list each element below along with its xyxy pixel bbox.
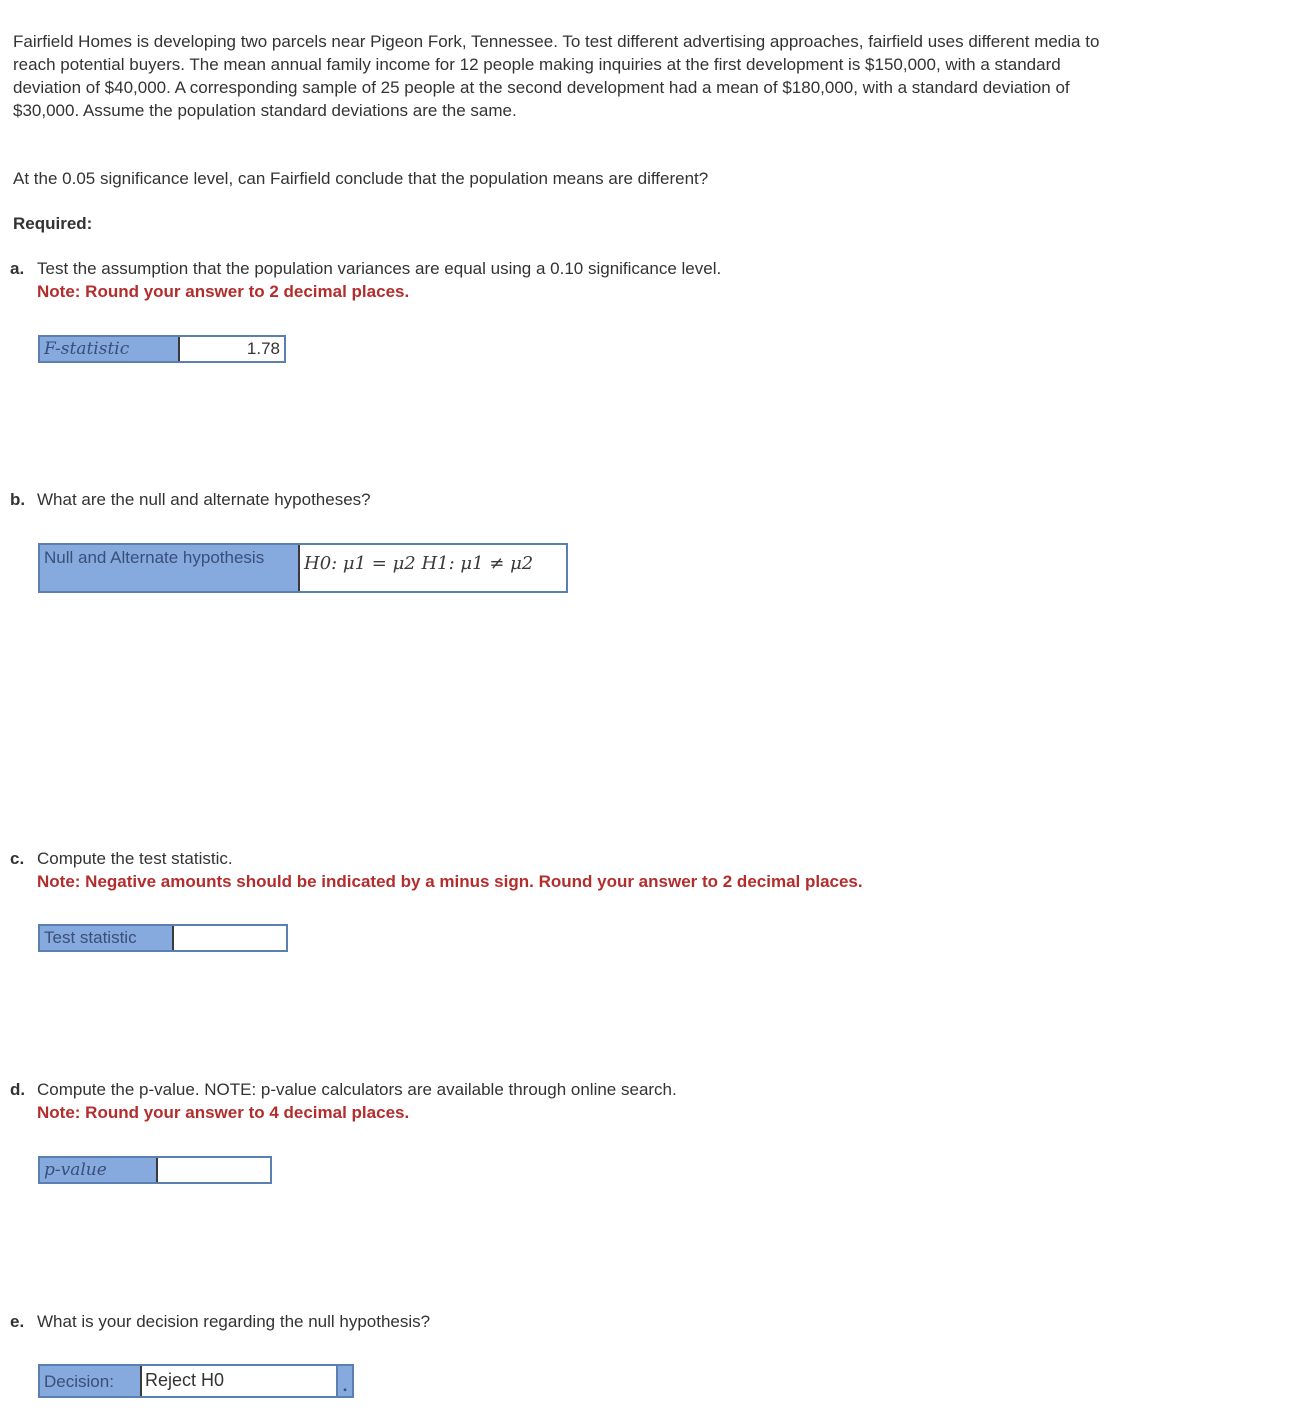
hypothesis-select[interactable]: H0: μ1 = μ2 H1: μ1 ≠ μ2 [298, 545, 566, 591]
part-b-letter: b. [10, 490, 26, 509]
dropdown-icon: ▪ [343, 1385, 347, 1396]
decision-select[interactable] [140, 1366, 336, 1396]
f-statistic-row [38, 335, 286, 363]
problem-intro: Fairfield Homes is developing two parcels near Pigeon Fork, Tennessee. To test different advertising approaches, fairfield uses different media to reach potential buyers. The mean annual family income for 12 people making inquiries at the first development is $150,000, with a standard deviation of $40,000. A corresponding sample of 25 people at the second development had a mean of $180,000, with a standard deviation of $30,000. Assume the population standard deviations are the same. [13, 32, 1100, 120]
part-c-letter: c. [10, 849, 25, 868]
part-e-question: What is your decision regarding the null hypothesis? [37, 1312, 431, 1331]
test-statistic-row [38, 924, 288, 952]
part-c [10, 847, 863, 893]
part-a-question: Test the assumption that the population variances are equal using a 0.10 significance level. [37, 259, 722, 278]
part-a [10, 257, 721, 303]
decision-value: Reject H0 [145, 1370, 225, 1390]
part-a-letter: a. [10, 259, 25, 278]
decision-row [38, 1364, 354, 1398]
part-b [10, 488, 371, 511]
part-d [10, 1078, 677, 1124]
required-heading: Required: [13, 214, 93, 233]
p-value-row [38, 1156, 272, 1184]
test-statistic-input[interactable] [172, 926, 286, 950]
part-d-note: Note: Round your answer to 4 decimal places. [37, 1103, 410, 1122]
problem-question: At the 0.05 significance level, can Fairfield conclude that the population means are different? [13, 169, 709, 188]
decision-dropdown-button[interactable] [336, 1366, 352, 1396]
p-value-input[interactable] [156, 1158, 270, 1182]
part-d-question: Compute the p-value. NOTE: p-value calculators are available through online search. [37, 1080, 677, 1099]
hypothesis-label: Null and Alternate hypothesis [40, 545, 298, 591]
part-d-letter: d. [10, 1080, 26, 1099]
part-a-note: Note: Round your answer to 2 decimal places. [37, 282, 410, 301]
p-value-label: p-value [40, 1158, 156, 1182]
part-e-letter: e. [10, 1312, 25, 1331]
part-b-question: What are the null and alternate hypotheses? [37, 490, 371, 509]
part-e [10, 1310, 430, 1333]
f-statistic-label: F-statistic [40, 337, 178, 361]
part-c-question: Compute the test statistic. [37, 849, 233, 868]
test-statistic-label: Test statistic [40, 926, 172, 950]
f-statistic-input[interactable]: 1.78 [178, 337, 284, 361]
decision-label: Decision: [40, 1366, 140, 1396]
part-c-note: Note: Negative amounts should be indicated by a minus sign. Round your answer to 2 decimal places. [37, 872, 863, 891]
hypothesis-row [38, 543, 568, 593]
